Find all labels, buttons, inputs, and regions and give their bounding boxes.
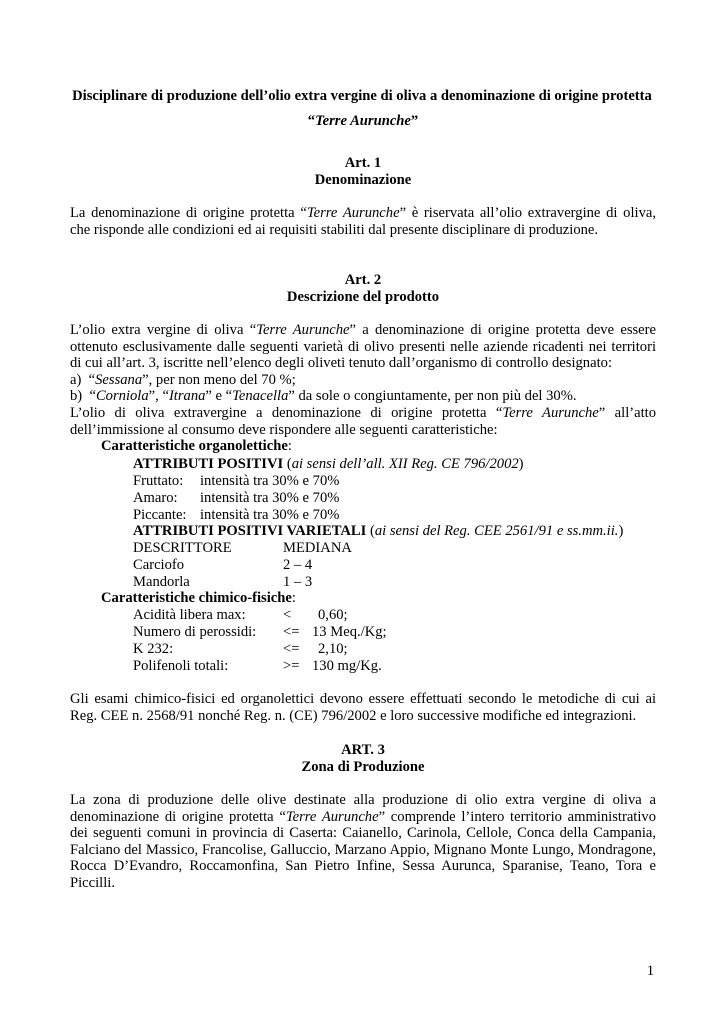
art2-heading: Descrizione del prodotto — [286, 289, 440, 305]
attribute-value: intensità tra 30% e 70% — [200, 490, 340, 506]
positive-attributes-heading: ATTRIBUTI POSITIVI (ai sensi dell’all. XII Reg. CE 796/2002) — [133, 456, 524, 472]
art1-line-1: La denominazione di origine protetta “Terre Aurunche” è riservata all’olio extravergine di oliva, — [70, 205, 656, 221]
descriptor-name: Mandorla — [133, 574, 190, 590]
chem-operator: <= — [283, 641, 300, 657]
descriptor-name: Carciofo — [133, 557, 185, 573]
attribute-row: Fruttato: — [133, 473, 184, 489]
chem-operator: <= — [283, 624, 300, 640]
art3-line-3: dei seguenti comuni in provincia di Caserta: Caianello, Carinola, Cellole, Conca della Campania, — [70, 825, 656, 842]
art2-paragraph-1 — [70, 322, 656, 438]
art2-line-2: ottenuto esclusivamente dalle seguenti varietà di olivo presenti nelle aziende ricadenti nei territori — [70, 338, 656, 355]
art2-para2-line-2: dell’immissione al consumo deve rispondere alle seguenti caratteristiche: — [70, 421, 498, 438]
art3-line-1: La zona di produzione delle olive destinate alla produzione di olio extra vergine di oliva a — [70, 792, 656, 808]
art3-line-4: Falciano del Massico, Francolise, Galluccio, Marzano Appio, Mignano Monte Lungo, Mondragone, — [70, 841, 656, 858]
document-title-name: “Terre Aurunche” — [307, 113, 419, 129]
art1-line-2: che risponde alle condizioni ed ai requisiti stabiliti dal presente disciplinare di produzione. — [70, 221, 599, 238]
art1-heading: Denominazione — [314, 172, 412, 188]
document-title — [40, 88, 684, 105]
chem-value: 0,60; — [318, 607, 348, 623]
art2-paragraph-3 — [70, 691, 656, 724]
median-header: MEDIANA — [283, 540, 352, 556]
art3-paragraph — [70, 792, 656, 892]
descriptor-header: DESCRITTORE — [133, 540, 232, 556]
chem-name: Polifenoli totali: — [133, 658, 229, 674]
chem-operator: >= — [283, 658, 300, 674]
varietal-attributes-heading: ATTRIBUTI POSITIVI VARIETALI (ai sensi del Reg. CEE 2561/91 e ss.mm.ii.) — [133, 523, 624, 539]
art3-number: ART. 3 — [341, 742, 385, 758]
art3-line-2: denominazione di origine protetta “Terre Aurunche” comprende l’intero territorio amministrativo — [70, 808, 657, 825]
chemical-heading: Caratteristiche chimico-fisiche: — [101, 590, 296, 606]
attribute-value: intensità tra 30% e 70% — [200, 507, 340, 523]
art1-paragraph — [70, 205, 656, 238]
variety-item-b: b) “Corniola”, “Itrana” e “Tenacella” da sole o congiuntamente, per non più del 30%. — [70, 388, 577, 405]
art2-para3-line-1: Gli esami chimico-fisici ed organolettici devono essere effettuati secondo le metodiche di cui ai — [70, 691, 656, 707]
art2-para3-line-2: Reg. CEE n. 2568/91 nonché Reg. n. (CE) 796/2002 e loro successive modifiche ed integrazioni. — [70, 707, 637, 724]
chem-name: Numero di perossidi: — [133, 624, 257, 640]
art3-line-5: Rocca D’Evandro, Roccamonfina, San Pietro Infine, Sessa Aurunca, Sparanise, Teano, Tora e — [70, 858, 656, 875]
descriptor-value: 1 – 3 — [283, 574, 313, 590]
art2-para2-line-1: L’olio di oliva extravergine a denominazione di origine protetta “Terre Aurunche” all’atto — [70, 404, 656, 421]
page-number: 1 — [646, 963, 654, 979]
attribute-row: Amaro: — [133, 490, 178, 506]
variety-item-a: a) “Sessana”, per non meno del 70 %; — [70, 371, 296, 388]
art2-line-1: L’olio extra vergine di oliva “Terre Aurunche” a denominazione di origine protetta deve essere — [70, 322, 656, 338]
art3-heading: Zona di Produzione — [301, 759, 425, 775]
title-product-name: Terre Aurunche — [315, 113, 411, 129]
art2-line-3: di cui all’art. 3, iscritte nell’elenco degli oliveti tenuto dall’organismo di controllo designato: — [70, 355, 612, 372]
chem-name: K 232: — [133, 641, 174, 657]
attribute-row: Piccante: — [133, 507, 187, 523]
chem-value: 13 Meq./Kg; — [312, 624, 387, 640]
attribute-value: intensità tra 30% e 70% — [200, 473, 340, 489]
chem-name: Acidità libera max: — [133, 607, 246, 623]
organoleptic-heading: Caratteristiche organolettiche: — [101, 438, 292, 454]
descriptor-value: 2 – 4 — [283, 557, 313, 573]
chem-value: 130 mg/Kg. — [312, 658, 382, 674]
art2-number: Art. 2 — [344, 272, 382, 288]
title-line-1: Disciplinare di produzione dell’olio extra vergine di oliva a denominazione di origine protetta — [72, 88, 652, 104]
chem-value: 2,10; — [318, 641, 348, 657]
chem-operator: < — [283, 607, 292, 623]
art1-number: Art. 1 — [344, 155, 382, 171]
art3-line-6: Piccilli. — [70, 874, 115, 891]
